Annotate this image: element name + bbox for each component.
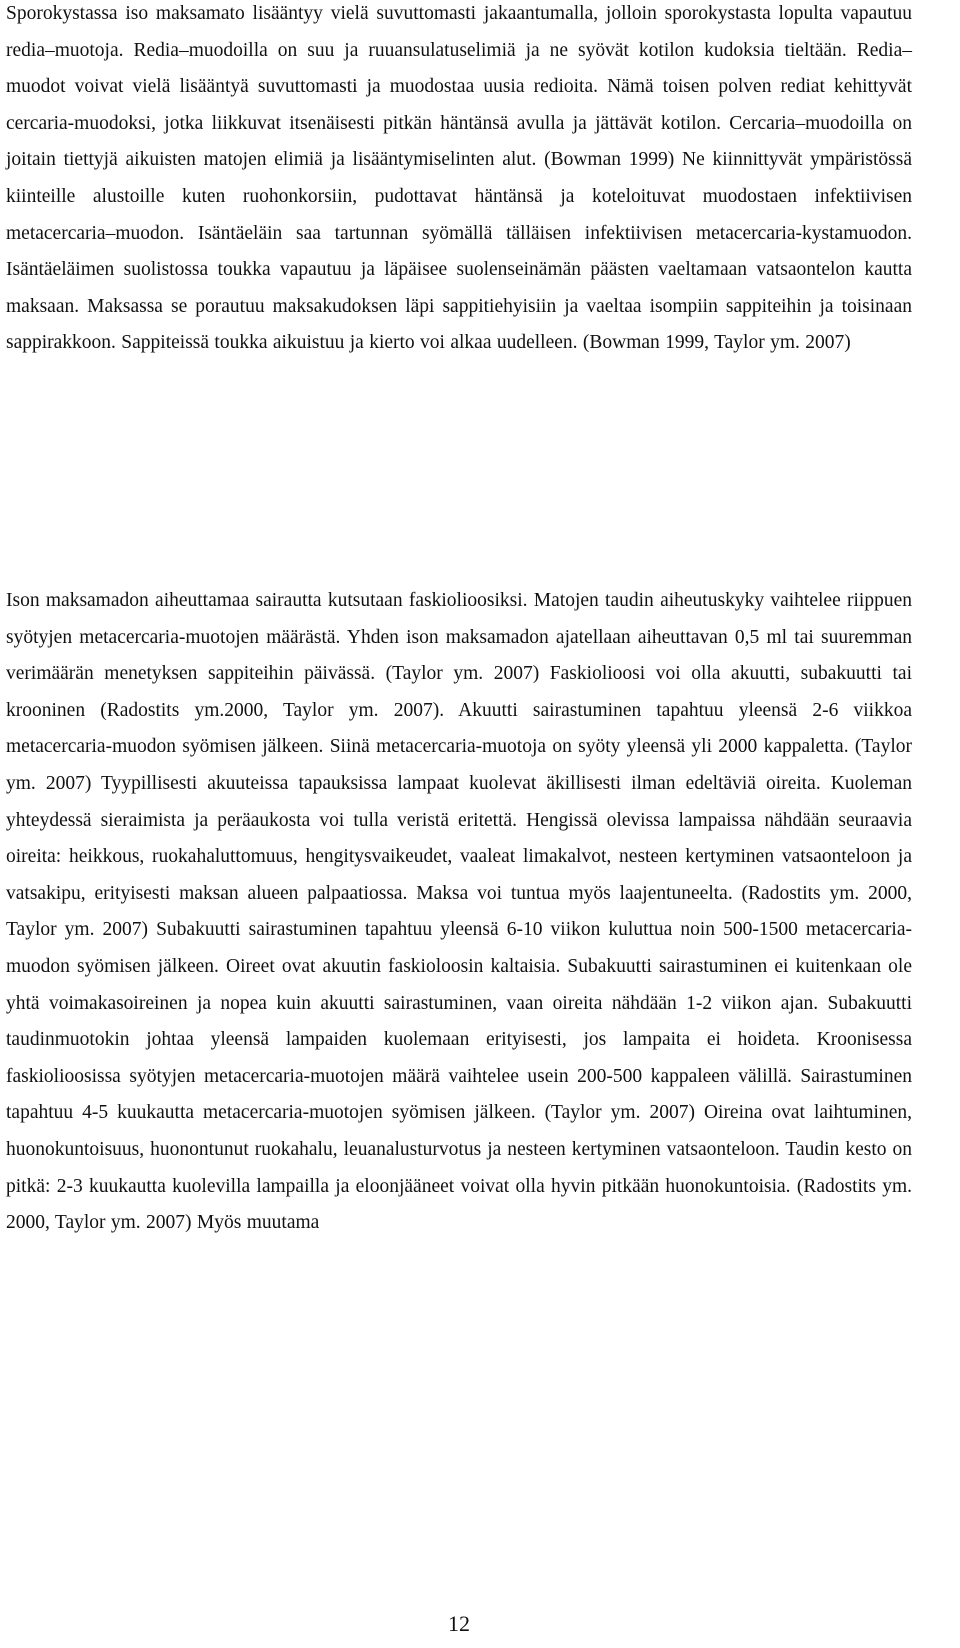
body-paragraph: Sporokystassa iso maksamato lisääntyy vielä suvuttomasti jakaantumalla, jolloin sporokystasta lopulta vapautuu redia–muotoja. Redia–muodoilla on suu ja ruuansulatuselimiä ja ne syövät kotilon kudoksia tieltään. Redia–muodot voivat vielä lisääntyä suvuttomasti ja muodostaa uusia redioita. Nämä toisen polven rediat kehittyvät cercaria-muodoksi, jotka liikkuvat itsenäisesti pitkän häntänsä avulla ja jättävät kotilon. Cercaria–muodoilla on joitain tiettyjä aikuisten matojen elimiä ja lisääntymiselinten alut. (Bowman 1999) Ne kiinnittyvät ympäristössä kiinteille alustoille kuten ruohonkorsiin, pudottavat häntänsä ja koteloituvat muodostaen infektiivisen metacercaria–muodon. Isäntäeläin saa tartunnan syömällä tälläisen infektiivisen metacercaria-kystamuodon. Isäntäeläimen suolistossa toukka vapautuu ja läpäisee suolenseinämän päästen vaeltamaan vatsaontelon kautta maksaan. Maksassa se porautuu maksakudoksen läpi sappitiehyisiin ja vaeltaa isompiin sappiteihin ja toisinaan sappirakkoon. Sappiteissä toukka aikuistuu ja kierto voi alkaa uudelleen. (Bowman 1999, Taylor ym. 2007) [6,3,912,354]
body-paragraph: Ison maksamadon aiheuttamaa sairautta kutsutaan faskiolioosiksi. Matojen taudin aiheutuskyky vaihtelee riippuen syötyjen metacercaria-muotojen määrästä. Yhden ison maksamadon ajatellaan aiheuttavan 0,5 ml tai suuremman verimäärän menetyksen sappiteihin päivässä. (Taylor ym. 2007) Faskiolioosi voi olla akuutti, subakuutti tai krooninen (Radostits ym.2000, Taylor ym. 2007). Akuutti sairastuminen tapahtuu yleensä 2-6 viikkoa metacercaria-muodon syömisen jälkeen. Siinä metacercaria-muotoja on syöty yleensä yli 2000 kappaletta. (Taylor ym. 2007) Tyypillisesti akuuteissa tapauksissa lampaat kuolevat äkillisesti ilman edeltäviä oireita. Kuoleman yhteydessä sieraimista ja peräaukosta voi tulla veristä eritettä. Hengissä olevissa lampaissa nähdään seuraavia oireita: heikkous, ruokahaluttomuus, hengitysvaikeudet, vaaleat limakalvot, nesteen kertyminen vatsaonteloon ja vatsakipu, erityisesti maksan alueen palpaatiossa. Maksa voi tuntua myös laajentuneelta. (Radostits ym. 2000, Taylor ym. 2007) Subakuutti sairastuminen tapahtuu yleensä 6-10 viikon kuluttua noin 500-1500 metacercaria-muodon syömisen jälkeen. Oireet ovat akuutin faskioloosin kaltaisia. Subakuutti sairastuminen ei kuitenkaan ole yhtä voimakasoireinen ja nopea kuin akuutti sairastuminen, vaan oireita nähdään 1-2 viikon ajan. Subakuutti taudinmuotokin johtaa yleensä lampaiden kuolemaan erityisesti, jos lampaita ei hoideta. Kroonisessa faskiolioosissa syötyjen metacercaria-muotojen määrä vaihtelee usein 200-500 kappaleen välillä. Sairastuminen tapahtuu 4-5 kuukautta metacercaria-muotojen syömisen jälkeen. (Taylor ym. 2007) Oireina ovat laihtuminen, huonokuntoisuus, huonontunut ruokahalu, leuanalusturvotus ja nesteen kertyminen vatsaonteloon. Taudin kesto on pitkä: 2-3 kuukautta kuolevilla lampailla ja eloonjääneet voivat olla hyvin pitkään huonokuntoisia. (Radostits ym. 2000, Taylor ym. 2007) Myös muutama [6,590,912,1234]
page-number: 12 [448,1611,470,1636]
